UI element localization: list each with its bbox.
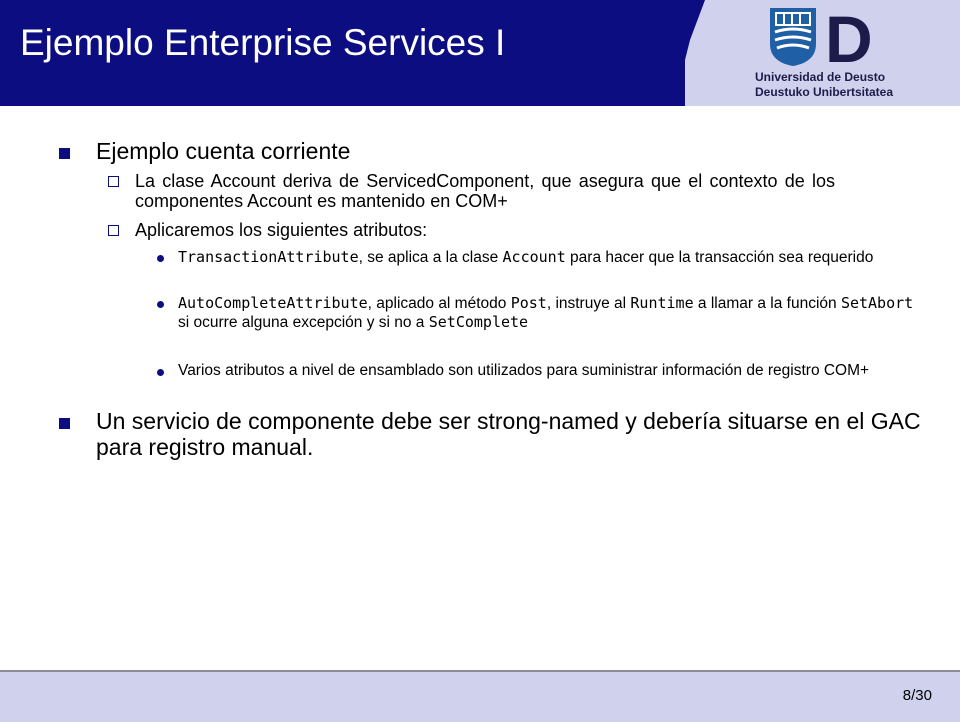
logo-text-line1: Universidad de Deusto — [755, 70, 886, 84]
hollow-square-bullet-icon — [108, 176, 119, 187]
logo-letter: D — [825, 4, 873, 68]
square-bullet-icon — [59, 418, 70, 429]
bullet-1-2-1 — [178, 248, 923, 267]
footer-bar — [0, 670, 960, 722]
code-post: Post — [510, 294, 547, 312]
bullet-text: , aplicado al método — [367, 295, 511, 312]
hollow-square-bullet-icon — [108, 225, 119, 236]
code-transaction-attribute: TransactionAttribute — [178, 248, 359, 266]
square-bullet-icon — [59, 148, 70, 159]
bullet-text: a llamar a la función — [693, 295, 841, 312]
code-setabort: SetAbort — [840, 294, 914, 312]
logo-text-line2: Deustuko Unibertsitatea — [755, 85, 894, 99]
code-autocomplete-attribute: AutoCompleteAttribute — [178, 294, 368, 312]
bullet-text: , se aplica a la clase — [358, 249, 503, 266]
bullet-1-1: La clase Account deriva de ServicedComponent, que asegura que el contexto de los componentes Account es mantenido en COM+ — [135, 171, 835, 211]
bullet-1: Ejemplo cuenta corriente — [96, 138, 351, 164]
bullet-1-2: Aplicaremos los siguientes atributos: — [135, 220, 428, 240]
bullet-text: si ocurre alguna excepción y si no a — [178, 314, 429, 331]
bullet-1-2-2 — [178, 294, 923, 332]
round-bullet-icon — [157, 369, 164, 376]
slide-title: Ejemplo Enterprise Services I — [20, 22, 506, 63]
bullet-text: , instruye al — [546, 295, 631, 312]
code-setcomplete: SetComplete — [428, 313, 529, 331]
bullet-1-2-3: Varios atributos a nivel de ensamblado son utilizados para suministrar información de registro COM+ — [178, 362, 870, 379]
bullet-2: Un servicio de componente debe ser strong-named y debería situarse en el GAC para registro manual. — [96, 408, 921, 460]
bullet-text: para hacer que la transacción sea requerido — [565, 249, 874, 266]
code-runtime: Runtime — [630, 294, 694, 312]
round-bullet-icon — [157, 301, 164, 308]
round-bullet-icon — [157, 255, 164, 262]
page-number: 8/30 — [902, 687, 932, 704]
code-account: Account — [502, 248, 566, 266]
